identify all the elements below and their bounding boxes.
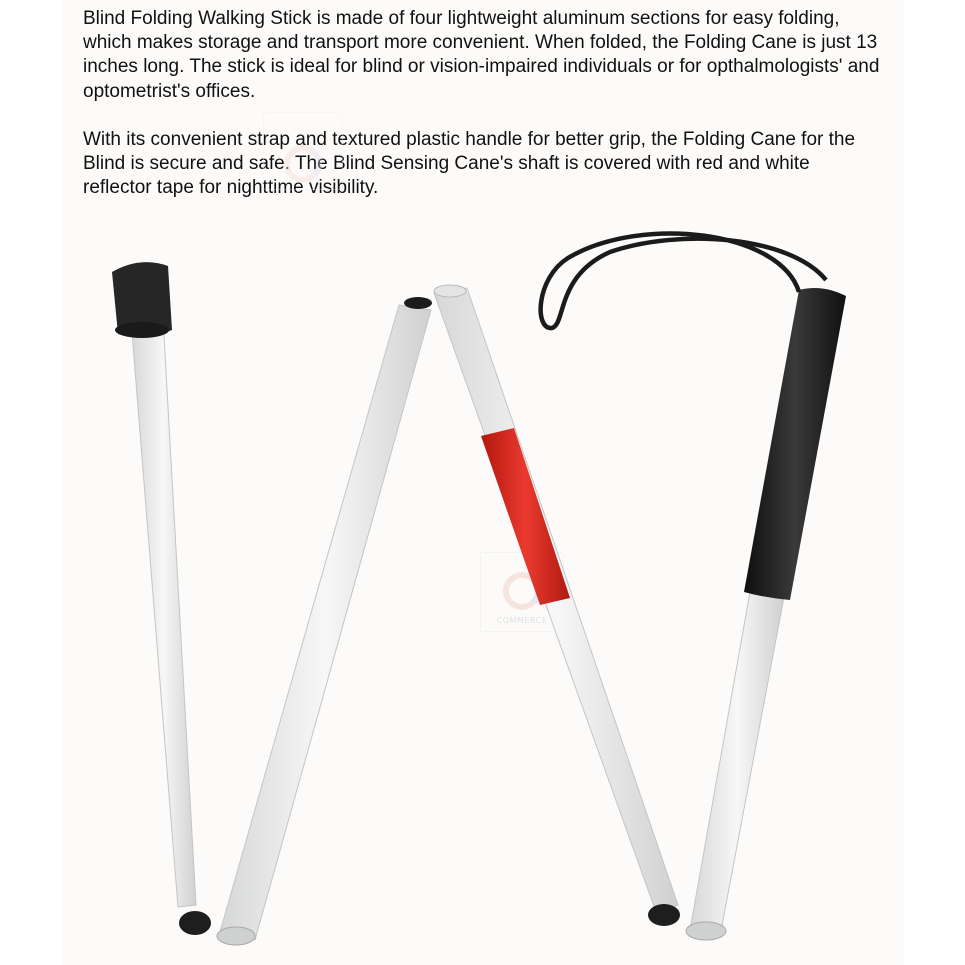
description-paragraph-1: Blind Folding Walking Stick is made of four lightweight aluminum sections for easy folding, which makes storage and transport more convenient. When folded, the Folding Cane is just 13 inches long. The stick is ideal for blind or vision-impaired individuals or for opthalmologists' and optometrist's offices. <box>83 8 880 102</box>
cane-section-1 <box>112 262 211 935</box>
watermark-label: COMMERCE <box>496 616 548 625</box>
description-paragraph-2: With its convenient strap and textured plastic handle for better grip, the Folding Cane for the Blind is secure and safe. The Blind Sensing Cane's shaft is covered with red and white reflector tape for nighttime visibility. <box>83 128 856 199</box>
red-reflector-band <box>481 428 570 605</box>
cane-section-2 <box>217 297 432 945</box>
wrist-strap <box>541 233 826 328</box>
cane-handle <box>744 288 846 600</box>
cane-section-4 <box>541 233 846 940</box>
cane-section-3 <box>434 285 680 926</box>
